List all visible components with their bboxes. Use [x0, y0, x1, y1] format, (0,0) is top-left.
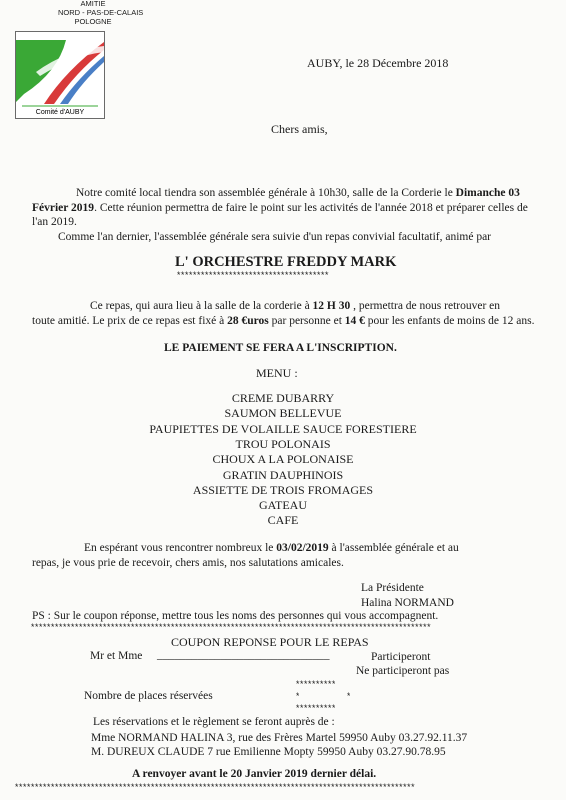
coupon-name-field[interactable]: ______________________________ [157, 649, 330, 661]
closing-line-2: repas, je vous prie de recevoir, chers amis, nos salutations amicales. [32, 557, 344, 569]
menu-item: TROU POLONAIS [235, 436, 331, 451]
president-title: La Présidente [361, 582, 424, 594]
orchestra-stars: ************************************** [176, 271, 329, 281]
intro-line-3: l'an 2019. [32, 216, 77, 228]
orchestra-title: L' ORCHESTRE FREDDY MARK [175, 254, 397, 270]
contact-1: Mme NORMAND HALINA 3, rue des Frères Martel 59950 Auby 03.27.92.11.37 [91, 732, 468, 744]
payment-notice: LE PAIEMENT SE FERA A L'INSCRIPTION. [164, 342, 397, 354]
option-participate[interactable]: Participeront [371, 651, 431, 663]
president-name: Halina NORMAND [361, 597, 454, 609]
logo-graphic [16, 32, 104, 118]
contact-2: M. DUREUX CLAUDE 7 rue Emilienne Mopty 59950 Auby 03.27.90.78.95 [91, 746, 446, 758]
logo-caption: Comité d'AUBY [35, 109, 85, 116]
places-box-right: * [346, 692, 351, 702]
menu-item: GRATIN DAUPHINOIS [222, 467, 344, 482]
ps-note: PS : Sur le coupon réponse, mettre tous les noms des personnes qui vous accompagnent. [32, 610, 439, 622]
menu-title: MENU : [256, 366, 298, 380]
meal-line-2: toute amitié. Le prix de ce repas est fixé à 28 €uros par personne et 14 € pour les enfants de moins de 12 ans. [32, 315, 535, 327]
org-name-line2: NORD - PAS-DE-CALAIS [58, 8, 144, 17]
menu-item: CHOUX A LA POLONAISE [212, 452, 354, 467]
coupon-name-label: Mr et Mme [90, 650, 143, 662]
org-name-line3: POLOGNE [74, 17, 112, 26]
intro-line-1: Notre comité local tiendra son assemblée générale à 10h30, salle de la Corderie le Dimanche 03 [76, 187, 520, 199]
places-box-left: * [295, 692, 300, 702]
option-not-participate[interactable]: Ne participeront pas [356, 665, 450, 677]
org-name-line1: AMITIE [80, 0, 106, 8]
menu-item: CAFE [267, 513, 299, 528]
menu-item: GATEAU [259, 498, 307, 513]
salutation: Chers amis, [271, 122, 328, 136]
menu-item: SAUMON BELLEVUE [224, 406, 342, 421]
meal-line-1: Ce repas, qui aura lieu à la salle de la corderie à 12 H 30 , permettra de nous retrouver en [90, 300, 501, 312]
places-input[interactable] [302, 688, 342, 702]
menu-item: ASSIETTE DE TROIS FROMAGES [192, 482, 374, 497]
intro-line-2: Février 2019. Cette réunion permettra de faire le point sur les activités de l'année 2018 et préparer celles de [32, 202, 528, 214]
places-box-bottom: ********** [295, 704, 336, 714]
reservations-note: Les réservations et le règlement se feront auprès de : [93, 716, 335, 728]
menu-item: PAUPIETTES DE VOLAILLE SAUCE FORESTIERE [149, 421, 417, 436]
committee-logo [15, 31, 105, 119]
intro-line-4: Comme l'an dernier, l'assemblée générale sera suivie d'un repas convivial facultatif, animé par [58, 231, 492, 243]
places-label: Nombre de places réservées [84, 690, 213, 702]
closing-line-1: En espérant vous rencontrer nombreux le 03/02/2019 à l'assemblée générale et au [84, 542, 459, 554]
place-date: AUBY, le 28 Décembre 2018 [307, 56, 449, 70]
places-box-top: ********** [295, 680, 336, 690]
return-deadline: A renvoyer avant le 20 Janvier 2019 dernier délai. [132, 768, 377, 780]
coupon-title: COUPON REPONSE POUR LE REPAS [171, 635, 369, 649]
coupon-separator: **************************************************************************************************** [30, 623, 431, 633]
bottom-separator: **************************************************************************************************** [14, 783, 415, 793]
menu-item: CREME DUBARRY [231, 391, 335, 405]
